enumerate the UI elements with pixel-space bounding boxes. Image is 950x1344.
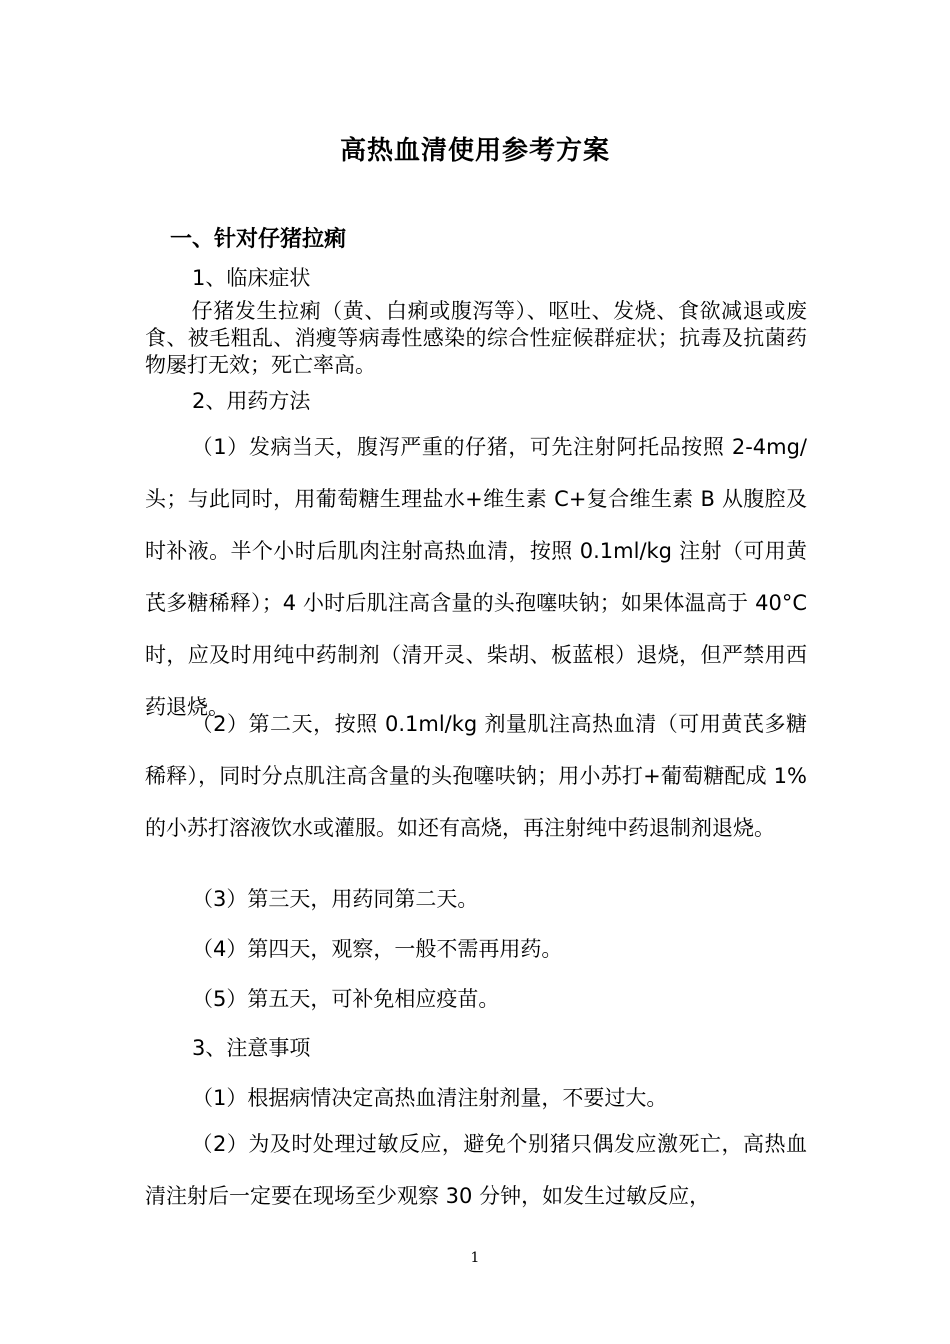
paragraph-day1 bbox=[145, 421, 807, 733]
paragraph-symptoms bbox=[145, 298, 807, 379]
page-number: 1 bbox=[470, 1250, 480, 1266]
paragraph-allergy-note-text: （2）为及时处理过敏反应，避免个别猪只偶发应激死亡，高热血清注射后一定要在现场至少观察 30 分钟，如发生过敏反应， bbox=[145, 1132, 807, 1208]
paragraph-symptoms-text: 仔猪发生拉痢（黄、白痢或腹泻等）、呕吐、发烧、食欲减退或废食、被毛粗乱、消瘦等病毒性感染的综合性症候群症状；抗毒及抗菌药物屡打无效；死亡率高。 bbox=[145, 299, 807, 377]
paragraph-day2 bbox=[145, 698, 807, 854]
document-title: 高热血清使用参考方案 bbox=[339, 136, 610, 166]
item-day5: （5）第五天，可补免相应疫苗。 bbox=[192, 987, 500, 1011]
subheading-precautions: 3、注意事项 bbox=[192, 1036, 311, 1060]
subheading-clinical-symptoms: 1、临床症状 bbox=[192, 266, 311, 290]
section-heading-piglet-diarrhea: 一、针对仔猪拉痢 bbox=[170, 227, 347, 252]
paragraph-day2-text: （2）第二天，按照 0.1ml/kg 剂量肌注高热血清（可用黄芪多糖稀释），同时分点肌注高含量的头孢噻呋钠；用小苏打+葡萄糖配成 1%的小苏打溶液饮水或灌服。如还有高烧，再注射纯中药退制剂退烧。 bbox=[145, 712, 807, 840]
paragraph-allergy-note bbox=[145, 1118, 807, 1222]
subheading-medication-method: 2、用药方法 bbox=[192, 389, 311, 413]
note-dosage: （1）根据病情决定高热血清注射剂量，不要过大。 bbox=[192, 1086, 668, 1110]
item-day3: （3）第三天，用药同第二天。 bbox=[192, 887, 479, 911]
paragraph-day1-text: （1）发病当天，腹泻严重的仔猪，可先注射阿托品按照 2-4mg/头；与此同时，用葡萄糖生理盐水+维生素 C+复合维生素 B 从腹腔及时补液。半个小时后肌肉注射高热血清，按照 0.1ml/kg 注射（可用黄芪多糖稀释）；4 小时后肌注高含量的头孢噻呋钠；如果体温高于 40°C时，应及时用纯中药制剂（清开灵、柴胡、板蓝根）退烧，但严禁用西药退烧。 bbox=[145, 435, 807, 719]
item-day4: （4）第四天，观察，一般不需再用药。 bbox=[192, 937, 563, 961]
